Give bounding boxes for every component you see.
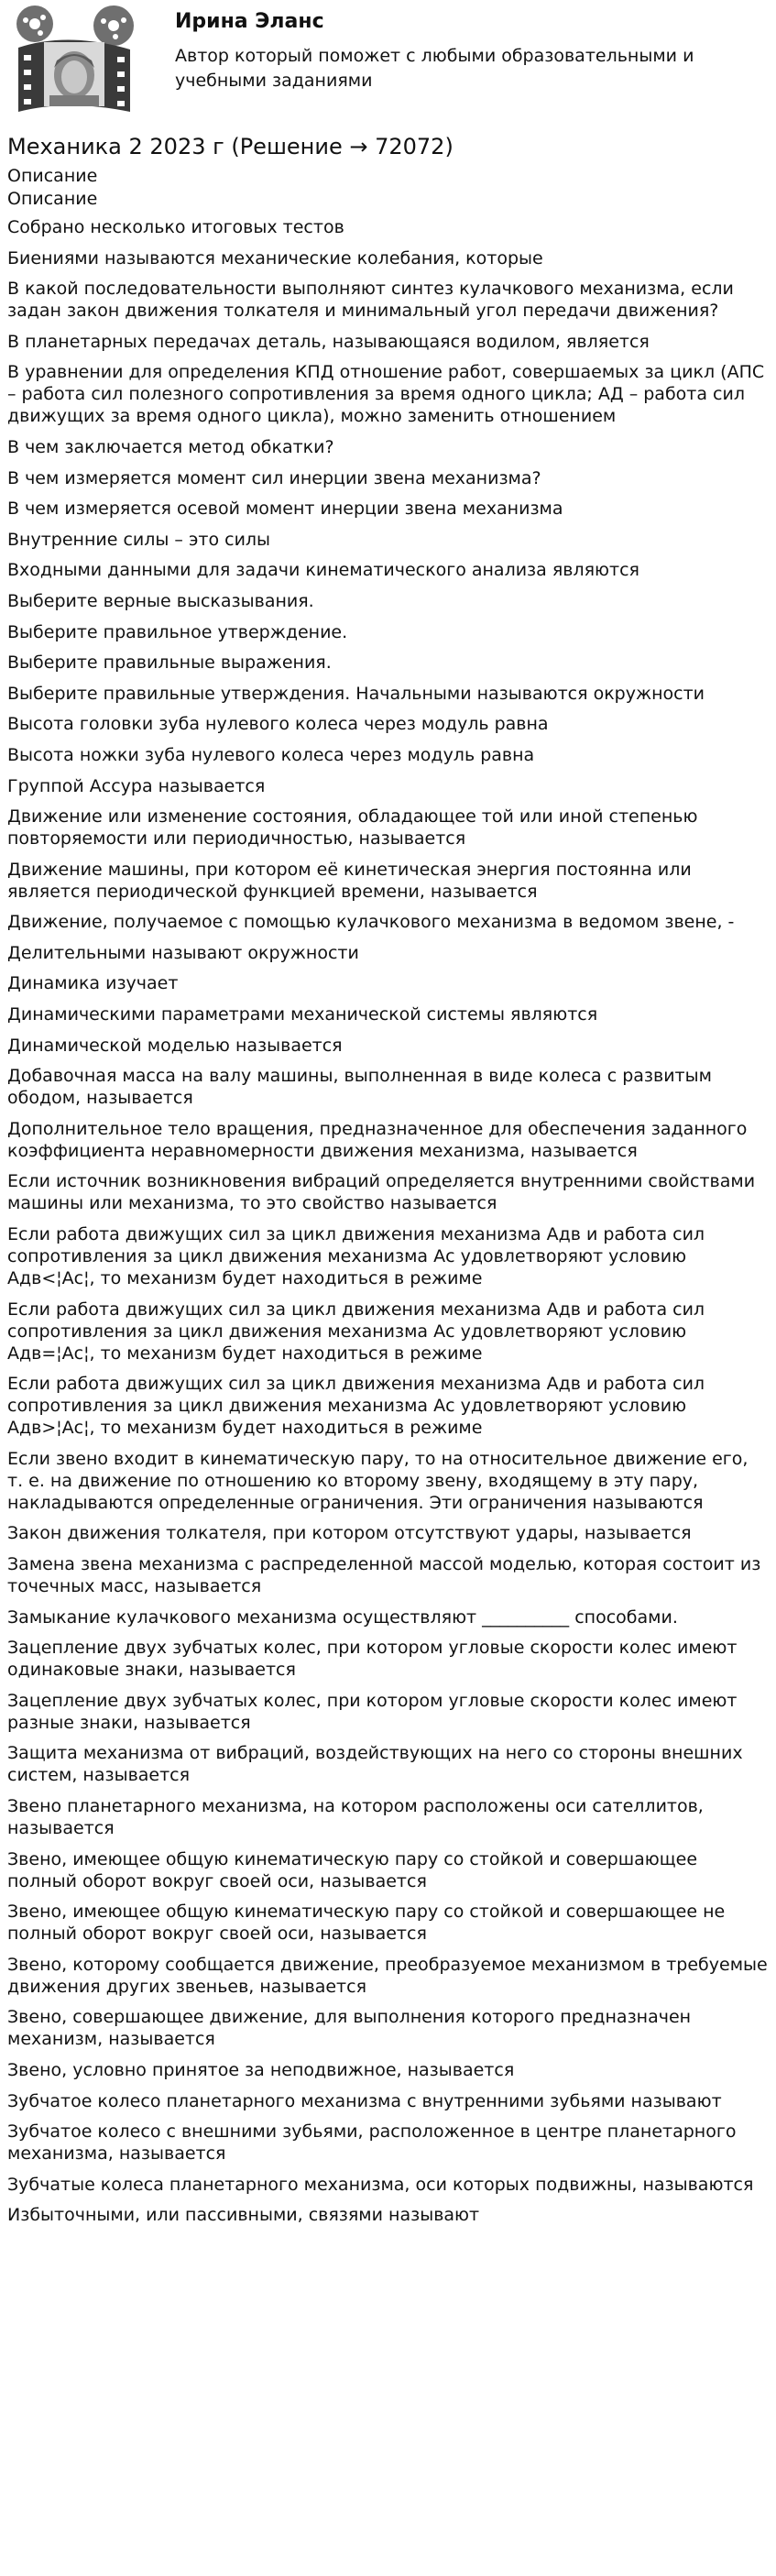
author-name[interactable]: Ирина Эланс <box>175 10 324 33</box>
author-profile <box>7 0 769 119</box>
list-item: Делительными называют окружности <box>7 942 359 963</box>
description-label: Описание <box>7 166 98 186</box>
list-item: Движение машины, при котором её кинетическая энергия постоянна или является периодической функцией времени, называется <box>7 859 692 902</box>
avatar[interactable] <box>13 4 136 115</box>
list-item: В какой последовательности выполняют синтез кулачкового механизма, если задан закон движения толкателя и минимальный угол передачи движения? <box>7 279 734 322</box>
list-item: В чем измеряется момент сил инерции звена механизма? <box>7 467 541 488</box>
list-item: Закон движения толкателя, при котором отсутствуют удары, называется <box>7 1523 692 1544</box>
list-item: Если работа движущих сил за цикл движения механизма Адв и работа сил сопротивления за цикл движения механизма Ас удовлетворяют условию Адв=¦Ас¦, то механизм будет находиться в режиме <box>7 1299 705 1364</box>
list-item: Если работа движущих сил за цикл движения механизма Адв и работа сил сопротивления за цикл движения механизма Ас удовлетворяют условию Адв>¦Ас¦, то механизм будет находиться в режиме <box>7 1374 705 1439</box>
list-item: Выберите правильные утверждения. Начальными называются окружности <box>7 683 705 704</box>
list-item: Высота ножки зуба нулевого колеса через модуль равна <box>7 744 535 765</box>
list-item: Добавочная масса на валу машины, выполненная в виде колеса с развитым ободом, называется <box>7 1066 712 1109</box>
list-item: Высота головки зуба нулевого колеса через модуль равна <box>7 714 549 735</box>
list-item: Внутренние силы – это силы <box>7 529 271 550</box>
list-item: Группой Ассура называется <box>7 775 266 796</box>
list-item: В чем измеряется осевой момент инерции звена механизма <box>7 499 563 520</box>
list-item: Зубчатые колеса планетарного механизма, оси которых подвижны, называются <box>7 2174 754 2195</box>
list-item: Звено, условно принятое за неподвижное, называется <box>7 2059 515 2080</box>
list-item: Звено, имеющее общую кинематическую пару со стойкой и совершающее полный оборот вокруг своей оси, называется <box>7 1848 698 1891</box>
description-label: Описание <box>7 189 98 209</box>
list-item: Выберите правильное утверждение. <box>7 621 348 642</box>
list-item: Дополнительное тело вращения, предназначенное для обеспечения заданного коэффициента неравномерности движения механизма, называется <box>7 1118 748 1161</box>
list-item: Звено, совершающее движение, для выполнения которого предназначен механизм, называется <box>7 2007 692 2050</box>
list-item: Биениями называются механические колебания, которые <box>7 247 543 269</box>
list-item: Движение или изменение состояния, обладающее той или иной степенью повторяемости или периодичностью, называется <box>7 806 698 850</box>
list-item: Собрано несколько итоговых тестов <box>7 217 344 237</box>
list-item: Зубчатое колесо с внешними зубьями, расположенное в центре планетарного механизма, называется <box>7 2121 737 2165</box>
list-item: Динамической моделью называется <box>7 1035 343 1056</box>
list-item: Динамика изучает <box>7 973 179 994</box>
list-item: Если источник возникновения вибраций определяется внутренними свойствами машины или механизма, то это свойство называется <box>7 1171 756 1214</box>
list-item: Зацепление двух зубчатых колес, при котором угловые скорости колес имеют одинаковые знаки, называется <box>7 1638 738 1681</box>
list-item: Избыточными, или пассивными, связями называют <box>7 2205 480 2226</box>
list-item: Звено, которому сообщается движение, преобразуемое механизмом в требуемые движения других звеньев, называется <box>7 1954 768 1997</box>
list-item: Выберите верные высказывания. <box>7 590 314 611</box>
list-item: Защита механизма от вибраций, воздействующих на него со стороны внешних систем, называется <box>7 1743 743 1786</box>
document-title: Механика 2 2023 г (Решение → 72072) <box>7 134 454 159</box>
list-item: В уравнении для определения КПД отношение работ, совершаемых за цикл (АПС – работа сил полезного сопротивления за время одного цикла; АД – работа сил движущих за время одного цикла), можно заменить отношением <box>7 362 765 427</box>
author-description: Автор который поможет с любыми образовательными и учебными заданиями <box>175 46 694 91</box>
list-item: Звено планетарного механизма, на котором расположены оси сателлитов, называется <box>7 1795 704 1838</box>
list-item: Входными данными для задачи кинематического анализа являются <box>7 560 639 581</box>
list-item: В чем заключается метод обкатки? <box>7 436 334 457</box>
list-item: Выберите правильные выражения. <box>7 652 332 674</box>
question-list <box>7 216 769 2226</box>
list-item: Замена звена механизма с распределенной массой моделью, которая состоит из точечных масс, называется <box>7 1554 761 1596</box>
list-item: Если звено входит в кинематическую пару, то на относительное движение его, т. е. на движение по отношению ко второму звену, входящему в эту пару, накладываются определенные ограничения. Эти ограничения называются <box>7 1448 749 1513</box>
list-item: В планетарных передачах деталь, называющаяся водилом, является <box>7 331 650 352</box>
list-item: Движение, получаемое с помощью кулачкового механизма в ведомом звене, - <box>7 912 735 933</box>
list-item: Замыкание кулачкового механизма осуществляют __________ способами. <box>7 1606 678 1628</box>
list-item: Динамическими параметрами механической системы являются <box>7 1004 598 1025</box>
list-item: Зацепление двух зубчатых колес, при котором угловые скорости колес имеют разные знаки, называется <box>7 1690 738 1733</box>
list-item: Если работа движущих сил за цикл движения механизма Адв и работа сил сопротивления за цикл движения механизма Ас удовлетворяют условию Адв<¦Ас¦, то механизм будет находиться в режиме <box>7 1224 705 1289</box>
film-reel-avatar-icon <box>13 4 136 115</box>
list-item: Зубчатое колесо планетарного механизма с внутренними зубьями называют <box>7 2090 722 2111</box>
list-item: Звено, имеющее общую кинематическую пару со стойкой и совершающее не полный оборот вокруг своей оси, называется <box>7 1902 726 1945</box>
